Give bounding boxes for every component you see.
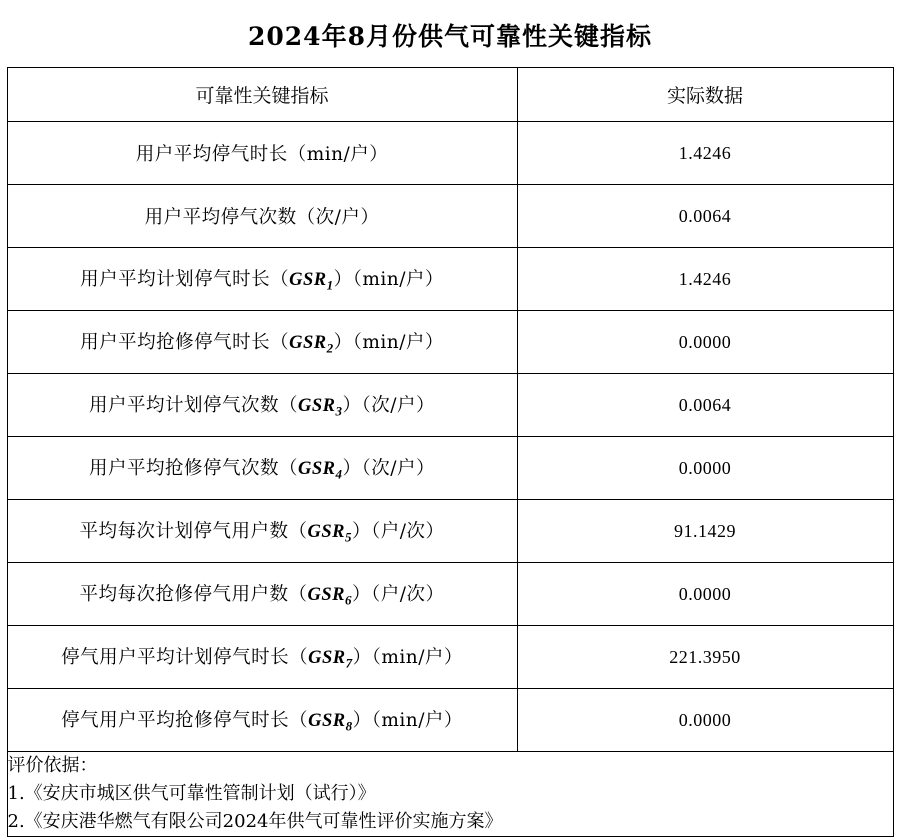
- column-header-value: 实际数据: [517, 68, 893, 122]
- gsr-subscript: 4: [335, 466, 343, 482]
- metric-label-unit: ）（次/户）: [342, 394, 435, 416]
- table-row: [7, 374, 893, 437]
- metric-label: [7, 185, 517, 248]
- metric-label-text: 停气用户平均计划停气时长（: [61, 646, 309, 668]
- metric-label: [7, 437, 517, 500]
- gsr-subscript: 2: [326, 340, 334, 356]
- gsr-subscript: 7: [345, 655, 353, 671]
- metric-label: [7, 689, 517, 752]
- metric-label-text: 用户平均抢修停气时长（: [80, 331, 290, 353]
- table-footer: [7, 752, 893, 837]
- metric-value: 0.0000: [517, 689, 893, 752]
- table-header: [7, 68, 893, 122]
- table-row: [7, 689, 893, 752]
- notes-title: 评价依据：: [7, 755, 98, 776]
- metric-value: 221.3950: [517, 626, 893, 689]
- table-row: [7, 500, 893, 563]
- reliability-metrics-table: [7, 67, 894, 837]
- metric-value: 0.0000: [517, 563, 893, 626]
- evaluation-basis-notes: [7, 752, 893, 837]
- table-row: [7, 626, 893, 689]
- metric-label-unit: ）（min/户）: [333, 331, 444, 353]
- gsr-symbol: GSR: [308, 647, 346, 668]
- metric-label-text: 用户平均计划停气时长（: [80, 268, 290, 290]
- gsr-symbol: GSR: [298, 458, 336, 479]
- metric-value: 0.0064: [517, 185, 893, 248]
- table-row: [7, 185, 893, 248]
- metric-value: 1.4246: [517, 122, 893, 185]
- gsr-symbol: GSR: [289, 269, 327, 290]
- metric-label-unit: ）（min/户）: [333, 268, 444, 290]
- metric-label-unit: ）（min/户）: [352, 646, 463, 668]
- metric-value: 0.0000: [517, 437, 893, 500]
- gsr-symbol: GSR: [308, 710, 346, 731]
- metric-value: 0.0064: [517, 374, 893, 437]
- gsr-subscript: 3: [335, 403, 343, 419]
- metric-label: [7, 374, 517, 437]
- metric-value: 1.4246: [517, 248, 893, 311]
- column-header-metric: 可靠性关键指标: [7, 68, 517, 122]
- table-row: [7, 311, 893, 374]
- metric-label: [7, 311, 517, 374]
- table-header-row: [7, 68, 893, 122]
- metric-label-unit: ）（户/次）: [352, 520, 445, 542]
- metric-label-text: 用户平均停气时长（min/户）: [135, 144, 389, 165]
- metric-label: [7, 122, 517, 185]
- metric-label: [7, 248, 517, 311]
- metric-label-unit: ）（min/户）: [352, 709, 463, 731]
- metric-label-text: 停气用户平均抢修停气时长（: [61, 709, 309, 731]
- metric-label-text: 平均每次计划停气用户数（: [79, 520, 308, 542]
- metric-label-unit: ）（户/次）: [352, 583, 445, 605]
- notes-item-2: 2.《安庆港华燃气有限公司2024年供气可靠性评价实施方案》: [7, 810, 503, 832]
- gsr-symbol: GSR: [298, 395, 336, 416]
- gsr-symbol: GSR: [307, 584, 346, 605]
- metric-label-text: 平均每次抢修停气用户数（: [79, 583, 308, 605]
- notes-item-1: 1.《安庆市城区供气可靠性管制计划（试行）》: [7, 782, 376, 804]
- metric-label-text: 用户平均计划停气次数（: [89, 394, 299, 416]
- gsr-symbol: GSR: [289, 332, 327, 353]
- table-body: [7, 122, 893, 752]
- metric-label-unit: ）（次/户）: [342, 457, 435, 479]
- metric-label: [7, 626, 517, 689]
- table-row: [7, 437, 893, 500]
- page-title: 2024年8月份供气可靠性关键指标: [248, 22, 652, 51]
- table-row: [7, 563, 893, 626]
- gsr-subscript: 8: [345, 718, 353, 734]
- gsr-subscript: 6: [345, 592, 353, 608]
- metric-value: 0.0000: [517, 311, 893, 374]
- gsr-subscript: 5: [345, 529, 353, 545]
- gsr-symbol: GSR: [307, 521, 346, 542]
- metric-label-text: 用户平均抢修停气次数（: [89, 457, 299, 479]
- metric-value: 91.1429: [517, 500, 893, 563]
- metric-label: [7, 563, 517, 626]
- metric-label: [7, 500, 517, 563]
- table-row: [7, 248, 893, 311]
- table-row: [7, 122, 893, 185]
- notes-row: [7, 752, 893, 837]
- gsr-subscript: 1: [326, 277, 334, 293]
- metric-label-text: 用户平均停气次数（次/户）: [144, 207, 380, 228]
